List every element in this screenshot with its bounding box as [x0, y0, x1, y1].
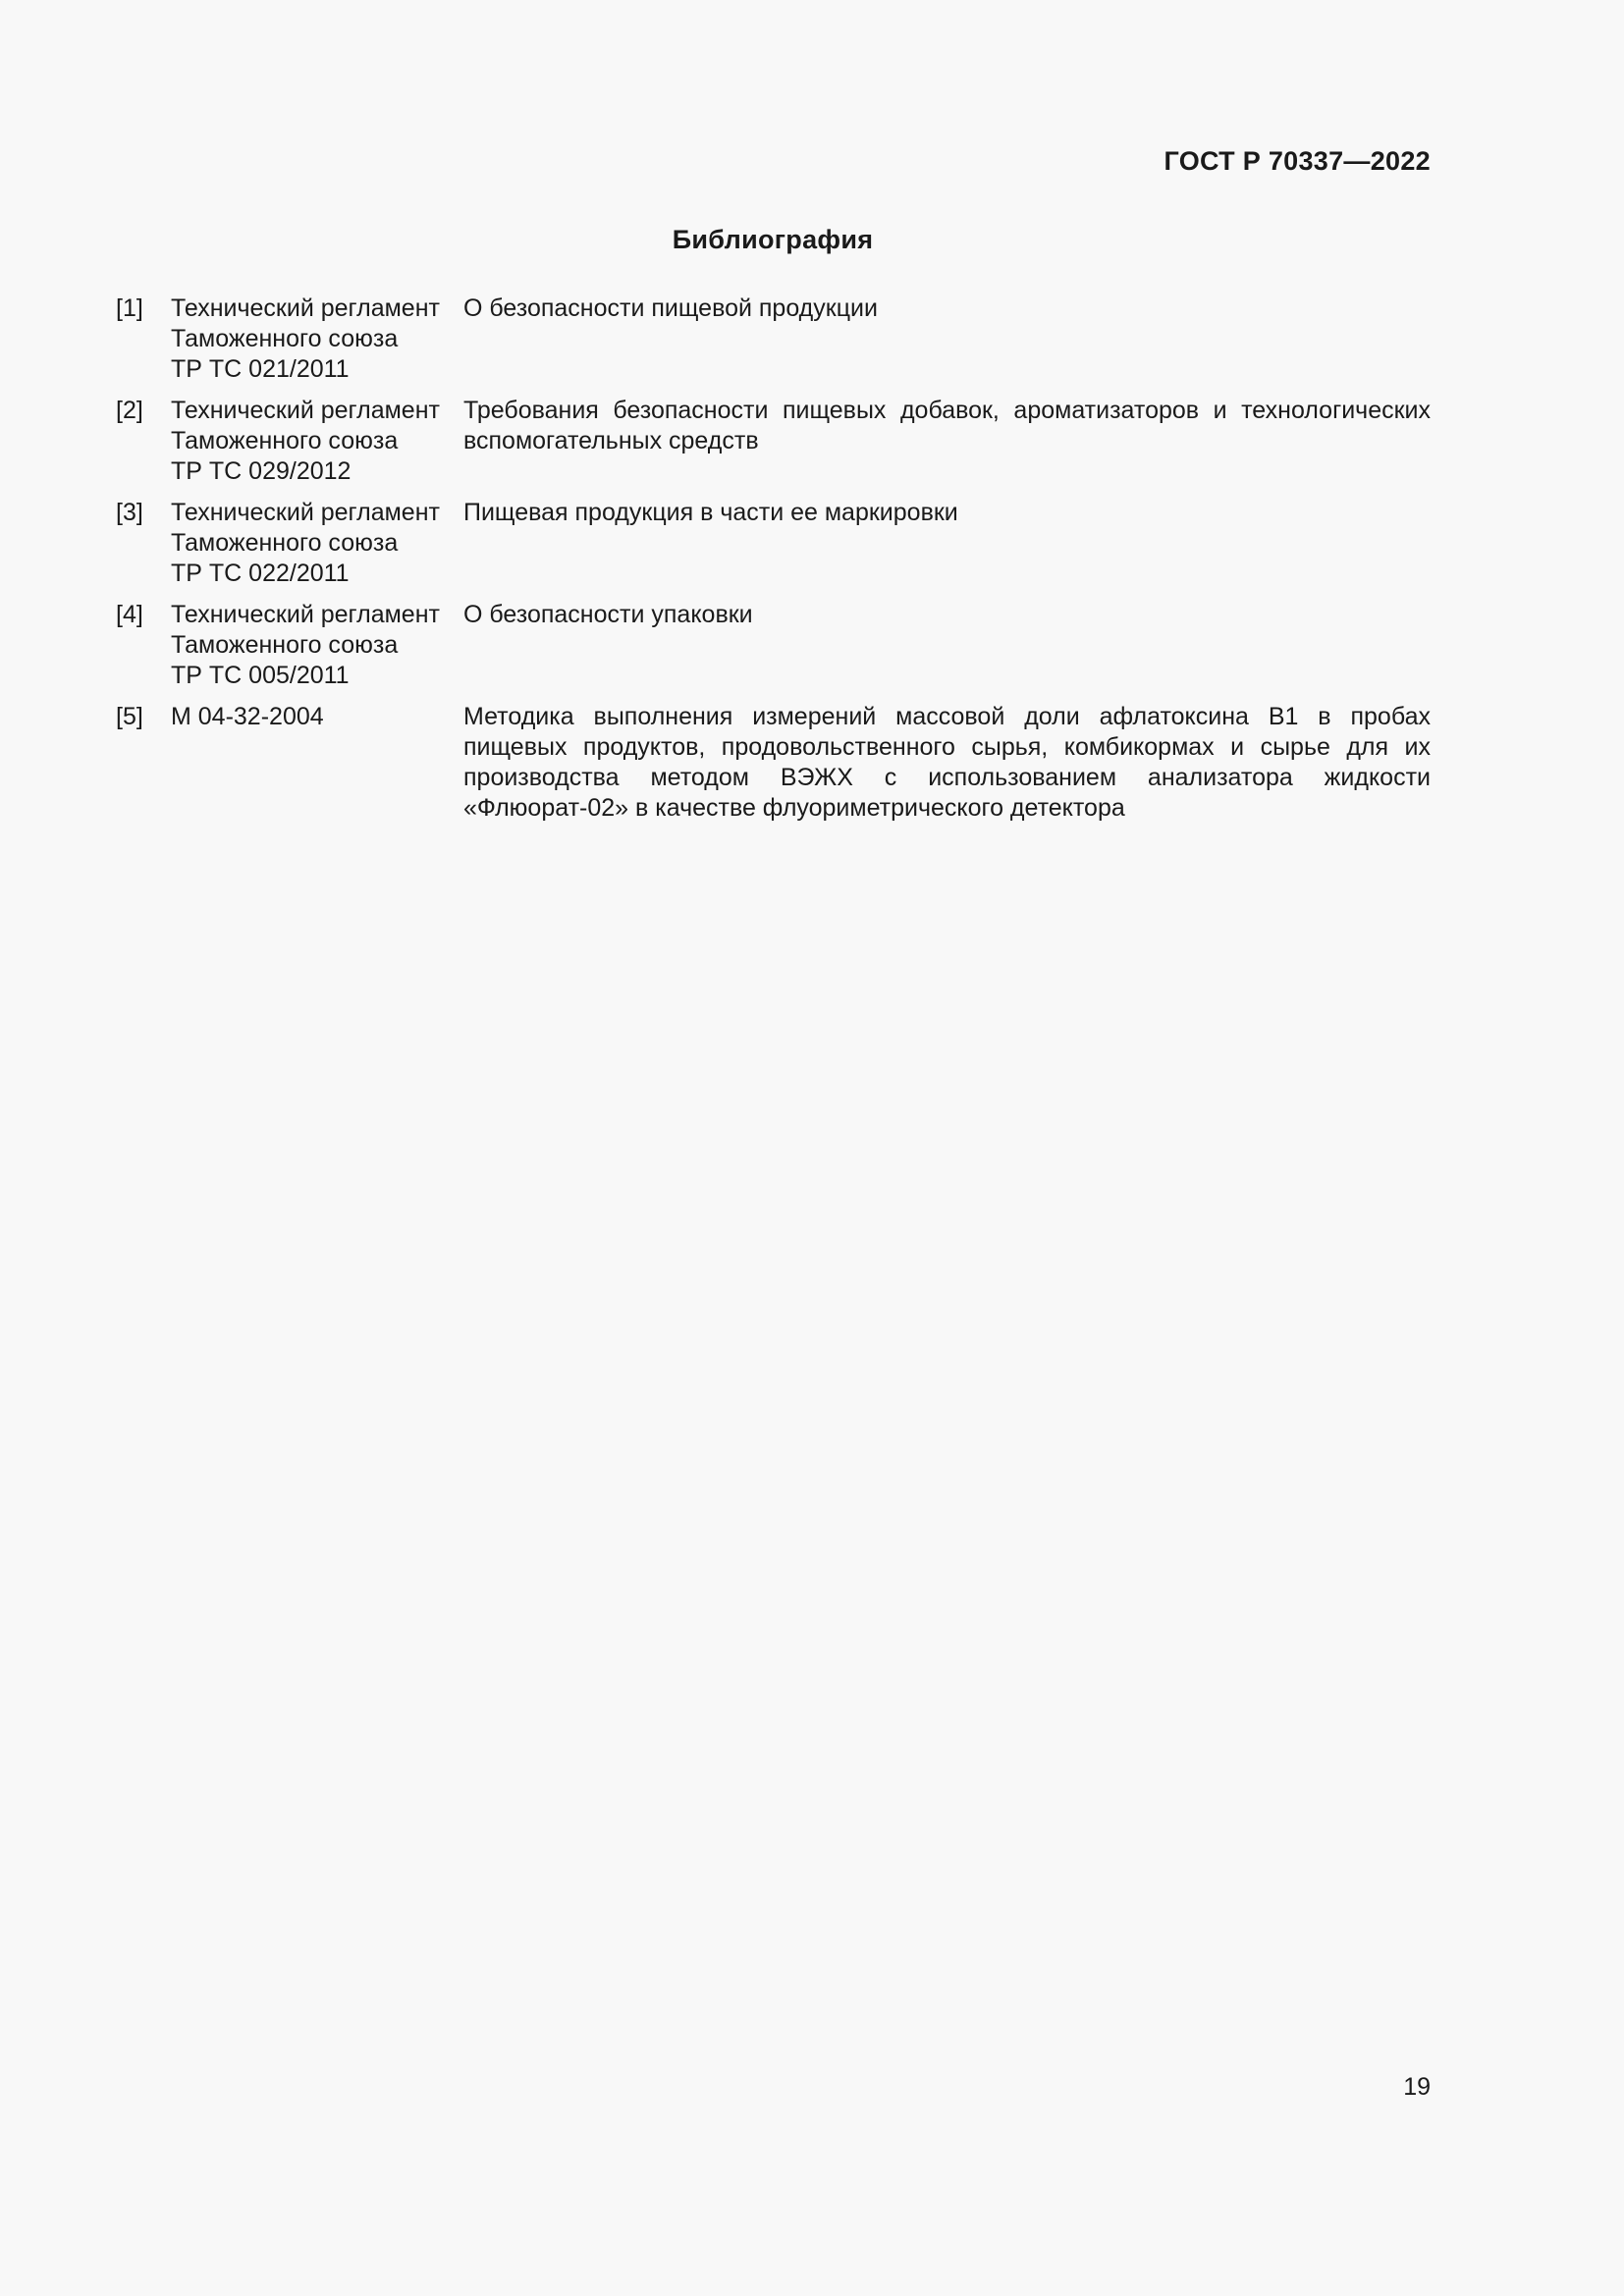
- bibliography-entry: [116, 498, 1431, 589]
- bibliography-entry: [116, 294, 1431, 385]
- document-header: ГОСТ Р 70337—2022: [1164, 146, 1431, 176]
- entry-title: Методика выполнения измерений массовой доли афлатоксина В1 в пробах пищевых продуктов, продовольственного сырья, комбикормах и сырье для их производства методом ВЭЖХ с использованием анализатора жидкости «Флюорат-02» в качестве флуориметрического детектора: [463, 703, 1431, 822]
- reference-line: Технический регламент: [171, 294, 440, 322]
- section-title: Библиография: [672, 225, 874, 254]
- reference-line: ТР ТС 022/2011: [171, 560, 350, 587]
- entry-number: [5]: [116, 703, 143, 730]
- entry-number: [2]: [116, 397, 143, 424]
- reference-line: Технический регламент: [171, 601, 440, 628]
- entry-reference: [171, 702, 463, 824]
- reference-line: ТР ТС 021/2011: [171, 355, 350, 383]
- bibliography-entry: [116, 600, 1431, 691]
- entry-reference: [171, 600, 463, 691]
- entry-title: Пищевая продукция в части ее маркировки: [463, 499, 958, 526]
- entry-number: [4]: [116, 601, 143, 628]
- bibliography-entry: [116, 396, 1431, 487]
- entry-number: [3]: [116, 499, 143, 526]
- reference-line: Таможенного союза: [171, 325, 399, 352]
- entry-title: О безопасности упаковки: [463, 601, 753, 628]
- reference-line: ТР ТС 005/2011: [171, 662, 350, 689]
- reference-line: Технический регламент: [171, 397, 440, 424]
- bibliography-list: [116, 294, 1431, 834]
- reference-line: Таможенного союза: [171, 427, 399, 454]
- reference-line: Таможенного союза: [171, 529, 399, 557]
- reference-line: Таможенного союза: [171, 631, 399, 659]
- page-number: 19: [1403, 2073, 1431, 2101]
- reference-line: М 04-32-2004: [171, 703, 324, 730]
- reference-line: ТР ТС 029/2012: [171, 457, 352, 485]
- entry-reference: [171, 396, 463, 487]
- entry-number: [1]: [116, 294, 143, 322]
- entry-title: О безопасности пищевой продукции: [463, 294, 878, 322]
- reference-line: Технический регламент: [171, 499, 440, 526]
- entry-title: Требования безопасности пищевых добавок, ароматизаторов и технологических вспомогательных средств: [463, 397, 1431, 454]
- entry-reference: [171, 498, 463, 589]
- entry-reference: [171, 294, 463, 385]
- bibliography-entry: [116, 702, 1431, 824]
